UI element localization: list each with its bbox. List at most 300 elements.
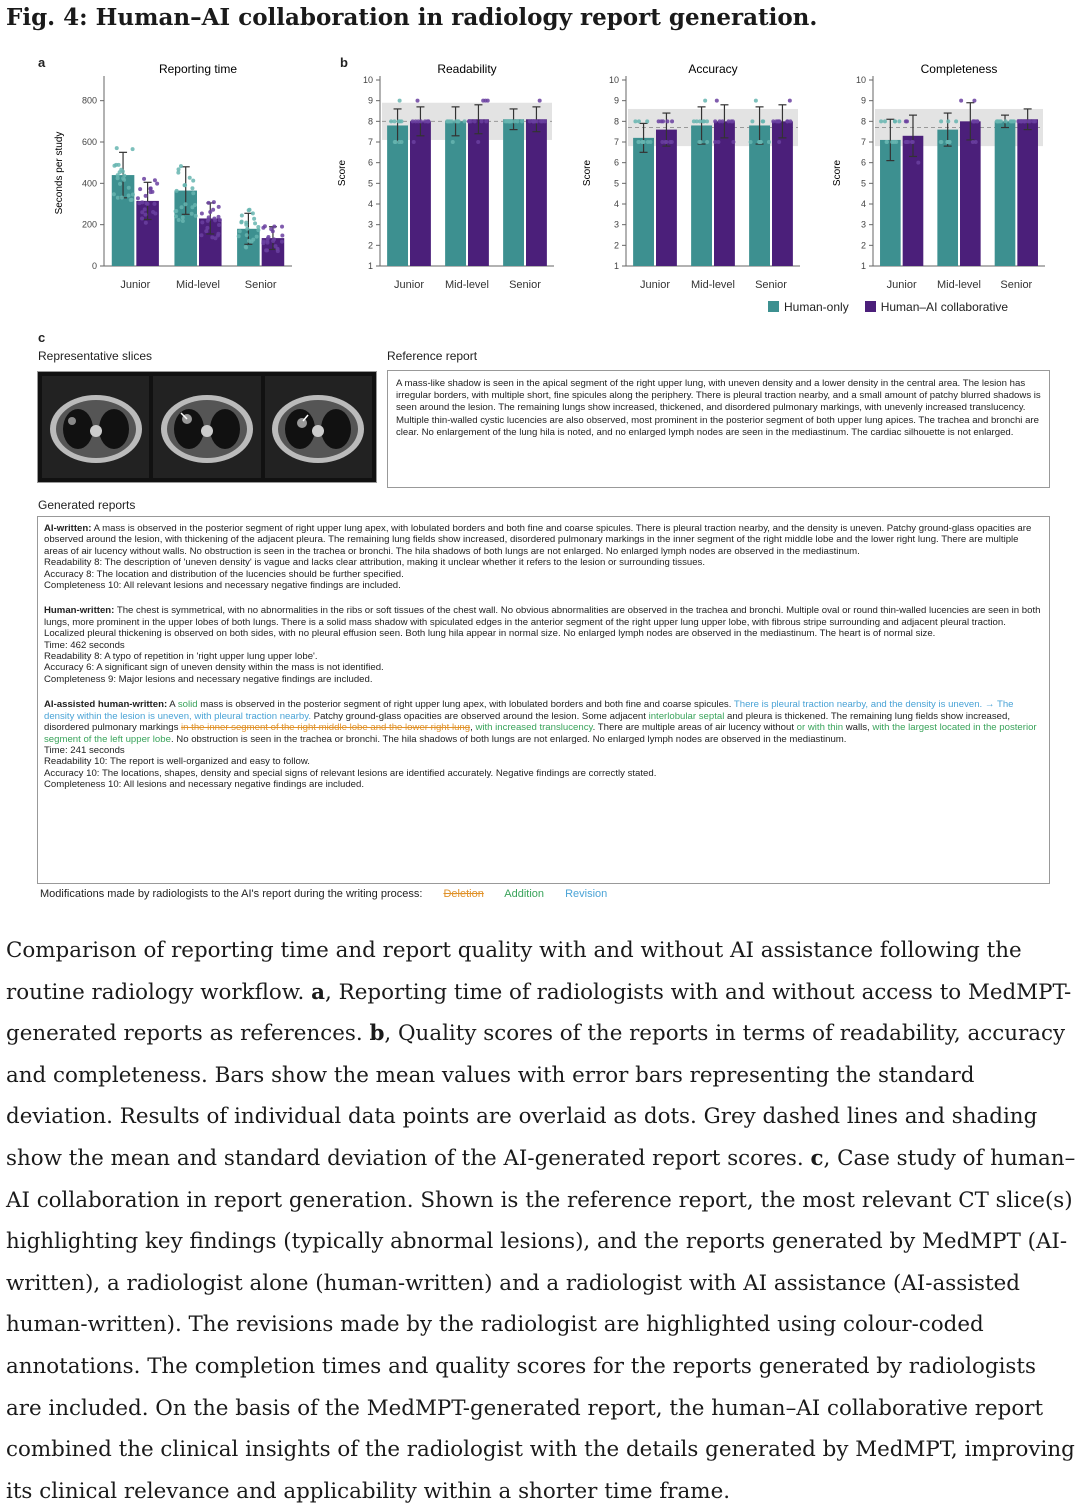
assist-readability: Readability 10: The report is well-organized and easy to follow. [44, 756, 310, 768]
data-point [939, 119, 943, 123]
data-point [207, 201, 211, 205]
bar [1017, 119, 1038, 266]
y-tick-label: 7 [367, 137, 373, 147]
y-tick-label: 7 [860, 137, 866, 147]
ai-readability: Readability 8: The description of 'uneven density' is vague and lacks clear attribution, making it unclear whether it refers to the lesion or surrounding tissues. [44, 557, 706, 569]
data-point [183, 202, 187, 206]
y-tick-label: 0 [91, 261, 97, 271]
data-point [664, 140, 668, 144]
assist-segment-del: in the inner segment of the right middle lobe and the lower right lung [181, 722, 471, 734]
data-point [191, 191, 195, 195]
data-point [245, 233, 249, 237]
data-point [507, 119, 511, 123]
data-point [190, 205, 194, 209]
reference-report: A mass-like shadow is seen in the apical segment of the right upper lung, with uneven density and a lower density in the central area. The lesion has irregular borders, with multiple short, fine spicules along the periphery. There is pleural traction nearby, and a small amount of patchy blurred shadows is seen around the lesion. The remaining lungs show increased, thickened, and disordered pulmonary markings, with unevenly increased translucency. Multiple thin-walled cystic lucencies are also observed, most prominent in the posterior segment of both upper lung apices. The trachea and bronchi are clear. No enlargement of the lung hila is noted, and no enlarged lymph nodes are seen in the mediastinum. The cardiac silhouette is not enlarged. [387, 370, 1050, 488]
bar [749, 125, 770, 266]
y-tick-label: 800 [81, 95, 97, 106]
data-point [261, 226, 265, 230]
y-tick-label: 3 [860, 219, 866, 230]
data-point [143, 207, 147, 211]
data-point [486, 99, 490, 103]
data-point [467, 119, 471, 123]
data-point [153, 178, 157, 182]
data-point [916, 161, 920, 165]
data-point [217, 205, 221, 209]
data-point [767, 140, 771, 144]
y-tick-label: 9 [860, 95, 866, 106]
data-point [150, 190, 154, 194]
data-point [484, 119, 488, 123]
data-point [251, 238, 255, 242]
data-point [207, 215, 211, 219]
mods-addition: Addition [504, 888, 545, 900]
data-point [720, 119, 724, 123]
y-tick-label: 5 [613, 178, 619, 189]
data-point [893, 119, 897, 123]
data-point [181, 219, 185, 223]
data-point [512, 119, 516, 123]
data-point [911, 140, 915, 144]
ai-assisted-label: AI-assisted human-written: [44, 699, 168, 711]
data-point [240, 213, 244, 217]
data-point [212, 200, 216, 204]
data-point [446, 119, 450, 123]
data-point [252, 217, 256, 221]
mods-label: Modifications made by radiologists to the AI's report during the writing process: [40, 888, 423, 900]
caption-panel-letter: a [311, 979, 326, 1005]
data-point [897, 119, 901, 123]
chart-legend [768, 300, 1008, 314]
data-point [905, 119, 909, 123]
data-point [476, 140, 480, 144]
data-point [954, 119, 958, 123]
y-tick-label: 10 [855, 75, 866, 85]
data-point [200, 220, 204, 224]
caption-panel-letter: c [810, 1145, 824, 1171]
data-point [269, 227, 273, 231]
assist-segment-plain: . There are multiple areas of air lucency without [592, 722, 797, 734]
data-point [251, 211, 255, 215]
data-point [1033, 119, 1037, 123]
data-point [142, 177, 146, 181]
bar [960, 121, 981, 266]
x-tick-label: Mid-level [444, 279, 490, 291]
data-point [481, 99, 485, 103]
panel-b-label: b [340, 55, 348, 70]
data-point [535, 119, 539, 123]
data-point [788, 119, 792, 123]
caption-text: Comparison of reporting time and report quality with and without AI assistance following the routine radiology workflow. [6, 938, 1022, 1005]
human-written-report [44, 605, 1043, 685]
y-tick-label: 10 [362, 75, 373, 85]
x-tick-label: Mid-level [175, 279, 221, 291]
bar [937, 130, 958, 266]
data-point [120, 195, 124, 199]
assist-segment-plain: mass is observed in the posterior segment of right upper lung apex, with lobulated borders and both fine and coarse spicules. [197, 699, 734, 711]
data-point [204, 229, 208, 233]
data-point [412, 140, 416, 144]
ai-written-label: AI-written: [44, 523, 92, 534]
legend-collab: Human–AI collaborative [865, 300, 1008, 314]
y-tick-label: 2 [613, 240, 619, 251]
data-point [208, 210, 212, 214]
data-point [777, 140, 781, 144]
data-point [398, 99, 402, 103]
human-completeness: Completeness 9: Major lesions and necessary negative findings are included. [44, 673, 373, 685]
data-point [463, 119, 467, 123]
assist-segment-add: interlobular septal [648, 710, 725, 722]
figure-caption [6, 930, 1076, 1512]
data-point [894, 140, 898, 144]
data-point [137, 201, 141, 205]
data-point [280, 240, 284, 244]
data-point [280, 225, 284, 229]
ct-slices [37, 371, 377, 483]
assist-segment-rev: → [982, 699, 997, 711]
data-point [1020, 119, 1024, 123]
assist-segment-add: with increased translucency [475, 722, 593, 734]
data-point [183, 183, 187, 187]
y-axis-label: Score [582, 159, 593, 187]
data-point [636, 140, 640, 144]
data-point [245, 227, 249, 231]
data-point [244, 223, 248, 227]
data-point [118, 170, 122, 174]
data-point [112, 192, 116, 196]
ai-written-report [44, 523, 1043, 591]
human-written-label: Human-written: [44, 605, 115, 617]
data-point [695, 119, 699, 123]
bar [445, 121, 466, 266]
data-point [457, 119, 461, 123]
y-tick-label: 8 [860, 116, 866, 127]
assist-segment-plain: walls, [843, 722, 873, 734]
y-tick-label: 9 [613, 95, 619, 106]
data-point [538, 99, 542, 103]
data-point [280, 233, 284, 237]
data-point [275, 247, 279, 251]
data-point [265, 248, 269, 252]
mods-revision: Revision [565, 888, 608, 900]
legend-human-only: Human-only [768, 300, 849, 314]
data-point [116, 176, 120, 180]
y-axis-label: Seconds per study [54, 131, 65, 215]
data-point [637, 119, 641, 123]
assist-segment-plain: A [167, 699, 178, 711]
human-accuracy: Accuracy 6: A significant sign of uneven density within the mass is not identified. [44, 662, 384, 674]
x-tick-label: Senior [509, 279, 541, 291]
ai-completeness: Completeness 10: All relevant lesions and necessary negative findings are included. [44, 580, 401, 592]
data-point [945, 140, 949, 144]
x-tick-label: Senior [1000, 279, 1033, 291]
caption-text: , Case study of human–AI collaboration in report generation. Shown is the reference report, the most relevant CT slice(s) highlighting key findings (typically abnormal lesions), and the reports generated by MedMPT (AI-written), a radiologist alone (human-written) and a radiologist with AI assistance (AI-assisted human-written). The revisions made by the radiologist are highlighted using colour-coded annotations. The completion times and quality scores for the reports generated by radiologists are included. On the basis of the MedMPT-generated report, the human–AI collaborative report combined the clinical insights of the radiologist with the details generated by MedMPT, improving its clinical relevance and applicability within a shorter time frame. [6, 1145, 1076, 1504]
bar [995, 121, 1016, 266]
data-point [879, 119, 883, 123]
data-point [759, 140, 763, 144]
data-point [144, 221, 148, 225]
data-point [261, 239, 265, 243]
bar [526, 119, 547, 266]
ct-slice-image [42, 376, 149, 478]
y-tick-label: 8 [613, 116, 619, 127]
data-point [995, 119, 999, 123]
data-point [959, 99, 963, 103]
data-point [266, 241, 270, 245]
data-point [136, 196, 140, 200]
data-point [176, 171, 180, 175]
y-tick-label: 5 [367, 178, 373, 189]
data-point [272, 237, 276, 241]
x-tick-label: Junior [886, 279, 917, 291]
y-tick-label: 8 [367, 116, 373, 127]
bar [772, 121, 793, 266]
mods-deletion: Deletion [443, 888, 484, 900]
data-point [130, 198, 134, 202]
data-point [716, 140, 720, 144]
data-point [425, 119, 429, 123]
assist-segment-plain: Patchy ground-glass opacities are observed around the lesion. Some adjacent [311, 710, 649, 722]
data-point [144, 201, 148, 205]
caption-text: , Reporting time of radiologists with and without access to MedMPT-generated reports as references. [6, 979, 1072, 1047]
data-point [181, 216, 185, 220]
data-point [152, 202, 156, 206]
y-tick-label: 6 [613, 157, 619, 168]
data-point [731, 140, 735, 144]
y-tick-label: 400 [81, 178, 97, 189]
data-point [668, 140, 672, 144]
data-point [244, 246, 248, 250]
data-point [473, 119, 477, 123]
data-point [122, 178, 126, 182]
data-point [451, 140, 455, 144]
data-point [480, 119, 484, 123]
slices-title: Representative slices [38, 349, 153, 363]
data-point [174, 214, 178, 218]
data-point [972, 99, 976, 103]
data-point [240, 220, 244, 224]
ai-assisted-text [44, 699, 1037, 744]
data-point [177, 218, 181, 222]
data-point [180, 205, 184, 209]
data-point [528, 119, 532, 123]
data-point [904, 140, 908, 144]
data-point [645, 119, 649, 123]
x-tick-label: Junior [394, 279, 424, 291]
y-tick-label: 3 [367, 219, 373, 230]
y-tick-label: 4 [367, 199, 373, 209]
x-tick-label: Mid-level [936, 279, 982, 291]
assist-segment-rev: The density within the lesion is uneven, with pleural traction nearby. [44, 699, 1014, 722]
data-point [702, 119, 706, 123]
data-point [641, 140, 645, 144]
data-point [971, 140, 975, 144]
x-tick-label: Senior [755, 279, 787, 291]
data-point [885, 140, 889, 144]
bar [387, 125, 408, 266]
data-point [883, 119, 887, 123]
chart-title: Completeness [920, 62, 998, 76]
data-point [210, 235, 214, 239]
data-point [946, 119, 950, 123]
data-point [190, 212, 194, 216]
data-point [754, 99, 758, 103]
data-point [253, 221, 257, 225]
data-point [131, 147, 135, 151]
data-point [217, 223, 221, 227]
y-tick-label: 5 [860, 178, 866, 189]
data-point [117, 163, 121, 167]
data-point [194, 214, 198, 218]
data-point [200, 233, 204, 237]
ai-assisted-report [44, 699, 1043, 790]
data-point [206, 219, 210, 223]
data-point [118, 182, 122, 186]
data-point [1009, 119, 1013, 123]
reference-title: Reference report [387, 349, 478, 363]
x-tick-label: Junior [120, 279, 151, 291]
modifications-legend [40, 888, 625, 900]
data-point [191, 179, 195, 183]
data-point [750, 119, 754, 123]
data-point [127, 186, 131, 190]
y-tick-label: 1 [367, 261, 373, 271]
data-point [699, 140, 703, 144]
caption-text: , Quality scores of the reports in terms of readability, accuracy and completeness. Bars show the mean values with error bars representing the standard deviation. Results of individual data points are overlaid as dots. Grey dashed lines and shading show the mean and standard deviation of the AI-generated report scores. [6, 1021, 1066, 1171]
y-tick-label: 9 [367, 95, 373, 106]
data-point [1004, 119, 1008, 123]
y-axis-label: Score [337, 159, 348, 187]
data-point [939, 140, 943, 144]
data-point [399, 140, 403, 144]
bar [633, 138, 654, 266]
panel-c-label: c [38, 330, 46, 345]
y-tick-label: 200 [81, 219, 97, 230]
y-tick-label: 4 [860, 199, 866, 209]
data-point [200, 211, 204, 215]
data-point [174, 209, 178, 213]
y-tick-label: 3 [613, 219, 619, 230]
assist-segment-plain: and pleura is thickened. The remaining lung fields show increased, disordered pulmonary markings [44, 710, 1010, 734]
data-point [659, 119, 663, 123]
x-tick-label: Mid-level [690, 279, 736, 291]
data-point [665, 119, 669, 123]
data-point [749, 140, 753, 144]
data-point [520, 119, 524, 123]
human-written-text: The chest is symmetrical, with no abnormalities in the ribs or soft tissues of the chest wall. No obvious abnormalities are observed in the trachea and bronchi. Multiple oval or round thin-walled lucencies are seen in both lungs, more prominent in the upper lobes of both lungs. There is a solid mass shadow with spiculated edges in the anterior segment of the right upper lung upper lobe, with fibrous stripe surrounding and adjacent pleural traction. Localized pleural thickening is observed on both sides, with no pleural effusion seen. Both lung hila appear in normal size. No enlarged lymph nodes are observed in the mediastinum. The heart is of normal size. [44, 605, 1041, 640]
data-point [414, 119, 418, 123]
data-point [144, 194, 148, 198]
data-point [761, 119, 765, 123]
panel-a-label: a [38, 55, 46, 70]
assist-segment-add: solid [177, 699, 198, 711]
data-point [890, 140, 894, 144]
data-point [670, 119, 674, 123]
data-point [266, 235, 270, 239]
data-point [179, 164, 183, 168]
bar [691, 125, 712, 266]
x-tick-label: Junior [640, 279, 670, 291]
y-axis-label: Score [832, 159, 843, 187]
y-tick-label: 10 [608, 75, 619, 85]
data-point [131, 193, 135, 197]
data-point [713, 119, 717, 123]
assist-segment-add: or with thin [796, 722, 844, 734]
assist-accuracy: Accuracy 10: The locations, shapes, density and special signs of relevant lesions are identified accurately. Negative findings are correctly stated. [44, 767, 657, 779]
data-point [190, 186, 194, 190]
chart-title: Accuracy [688, 62, 738, 76]
chart-title: Readability [437, 62, 497, 76]
data-point [238, 229, 242, 233]
data-point [216, 232, 220, 236]
data-point [116, 196, 120, 200]
assist-segment-add: with the largest located in the posterior segment of the left upper lobe [44, 722, 1037, 745]
data-point [115, 146, 119, 150]
ai-written-text: A mass is observed in the posterior segment of right upper lung apex, with lobulated borders and both fine and coarse spicules. There is pleural traction nearby, and the density is uneven. Patchy ground-glass opacities are observed around the lesion, with thickening of the adjacent pleura. The remaining lung fields show increased, disordered pulmonary markings in the inner segment of the right middle lobe and the lower right lung. There are multiple areas of air lucency without walls. No obstruction is seen in the trachea or bronchi. The hila shadows of both lungs are not enlarged. No enlarged lymph nodes are observed in the mediastinum. [44, 523, 1032, 557]
data-point [393, 140, 397, 144]
figure-title: Fig. 4: Human–AI collaboration in radiology report generation. [6, 4, 818, 31]
data-point [140, 217, 144, 221]
data-point [715, 99, 719, 103]
x-tick-label: Senior [244, 279, 277, 291]
data-point [151, 210, 155, 214]
generated-title: Generated reports [38, 498, 136, 512]
data-point [705, 140, 709, 144]
y-tick-label: 2 [367, 240, 373, 251]
data-point [143, 213, 147, 217]
y-tick-label: 6 [860, 157, 866, 168]
y-tick-label: 1 [860, 261, 866, 271]
ct-slice-image [153, 376, 260, 478]
data-point [212, 217, 216, 221]
data-point [272, 224, 276, 228]
y-tick-label: 1 [613, 261, 619, 271]
generated-reports [37, 516, 1050, 884]
human-time: Time: 462 seconds [44, 639, 125, 651]
data-point [188, 176, 192, 180]
bar [656, 130, 677, 266]
assist-completeness: Completeness 10: All lesions and necessary negative findings are included. [44, 779, 364, 791]
data-point [539, 119, 543, 123]
y-tick-label: 7 [613, 137, 619, 147]
assist-time: Time: 241 seconds [44, 744, 125, 756]
data-point [175, 189, 179, 193]
data-point [397, 119, 401, 123]
assist-segment-plain: , [470, 722, 476, 734]
data-point [703, 99, 707, 103]
charts-svg [0, 0, 1080, 300]
assist-segment-plain: . No obstruction is seen in the trachea or bronchi. The hila shadows of both lungs are not enlarged. No enlarged lymph nodes are observed in the mediastinum. [170, 733, 847, 745]
y-tick-label: 2 [860, 240, 866, 251]
data-point [255, 235, 259, 239]
data-point [218, 218, 222, 222]
caption-panel-letter: b [369, 1021, 385, 1047]
data-point [155, 182, 159, 186]
assist-segment-rev: There is pleural traction nearby, and the density is uneven. [733, 699, 983, 711]
chart-title: Reporting time [158, 62, 238, 76]
data-point [256, 228, 260, 232]
data-point [776, 119, 780, 123]
ct-slice-image [265, 376, 372, 478]
data-point [788, 99, 792, 103]
bar [503, 119, 524, 266]
data-point [138, 187, 142, 191]
y-tick-label: 600 [81, 137, 97, 147]
human-readability: Readability 8: A typo of repetition in 'right upper lung upper lobe'. [44, 651, 318, 663]
data-point [729, 119, 733, 123]
data-point [416, 99, 420, 103]
data-point [972, 119, 976, 123]
data-point [247, 208, 251, 212]
